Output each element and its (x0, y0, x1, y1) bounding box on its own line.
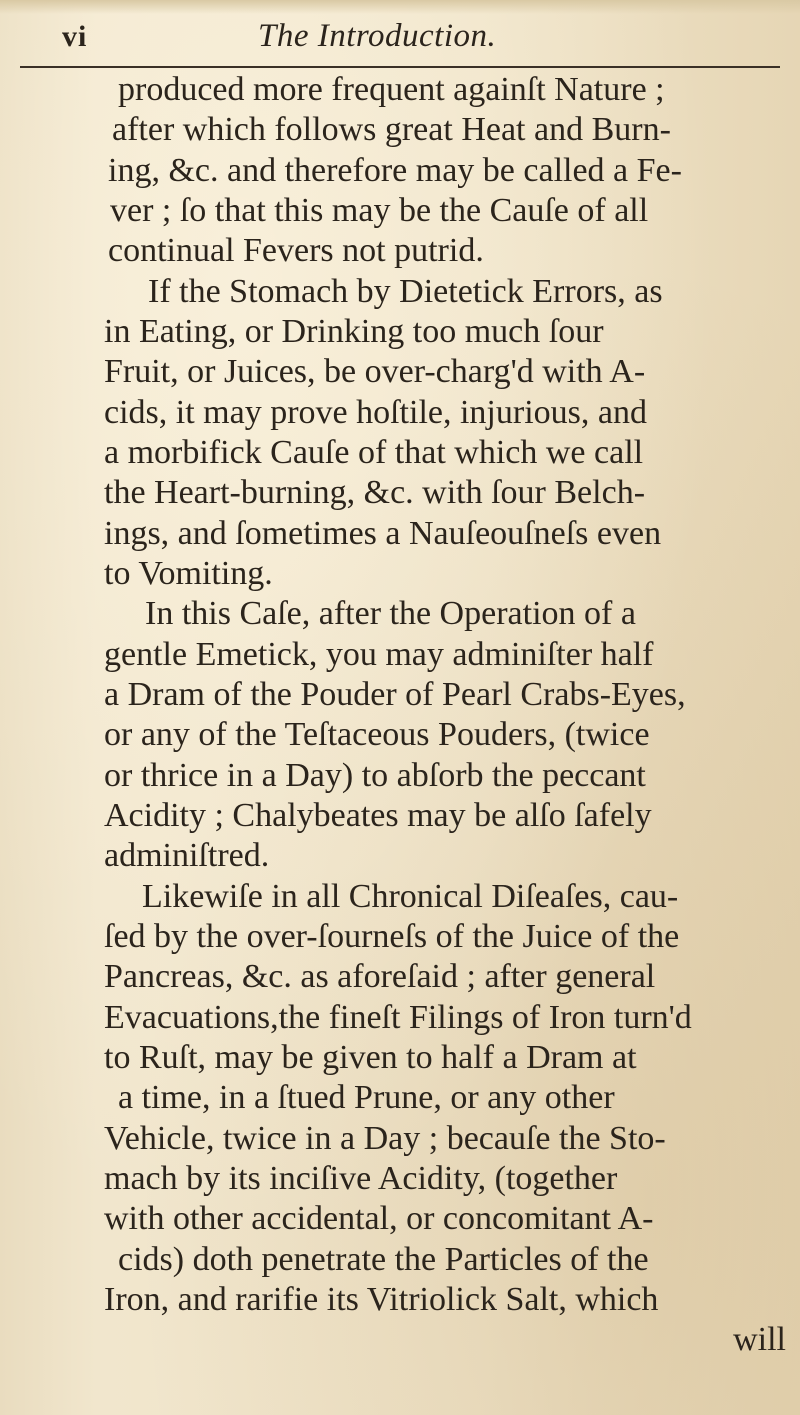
text-line: after which follows great Heat and Burn- (112, 111, 671, 148)
running-head (0, 14, 800, 64)
text-line: In this Caſe, after the Operation of a (145, 595, 636, 632)
text-line: a morbifick Cauſe of that which we call (104, 434, 644, 471)
running-title: The Introduction. (258, 18, 497, 54)
text-line: to Vomiting. (104, 555, 273, 592)
page-number: vi (62, 20, 88, 53)
text-line: Vehicle, twice in a Day ; becauſe the Sto- (104, 1120, 666, 1157)
text-line: ſed by the over-ſourneſs of the Juice of the (104, 918, 680, 955)
text-line: the Heart-burning, &c. with ſour Belch- (104, 474, 646, 511)
catchword: will (733, 1321, 786, 1358)
text-line: If the Stomach by Dietetick Errors, as (148, 273, 663, 310)
text-line: Iron, and rarifie its Vitriolick Salt, which (104, 1281, 659, 1318)
text-line: mach by its inciſive Acidity, (together (104, 1160, 618, 1197)
text-line: cids) doth penetrate the Particles of the (118, 1241, 649, 1278)
text-line: Acidity ; Chalybeates may be alſo ſafely (104, 797, 652, 834)
text-line: cids, it may prove hoſtile, injurious, and (104, 394, 647, 431)
text-line: a time, in a ſtued Prune, or any other (118, 1079, 615, 1116)
text-line: or any of the Teſtaceous Pouders, (twice (104, 716, 650, 753)
text-line: adminiſtred. (104, 837, 270, 874)
text-line: Evacuations,the fineſt Filings of Iron turn'd (104, 999, 692, 1036)
text-line: ings, and ſometimes a Nauſeouſneſs even (104, 515, 662, 552)
text-line: in Eating, or Drinking too much ſour (104, 313, 604, 350)
page-edge (0, 0, 800, 14)
text-line: with other accidental, or concomitant A- (104, 1200, 654, 1237)
text-line: continual Fevers not putrid. (108, 232, 484, 269)
text-line: gentle Emetick, you may adminiſter half (104, 636, 654, 673)
text-line: Likewiſe in all Chronical Diſeaſes, cau- (142, 878, 679, 915)
text-line: ver ; ſo that this may be the Cauſe of all (110, 192, 649, 229)
text-line: Pancreas, &c. as aforeſaid ; after general (104, 958, 656, 995)
text-line: a Dram of the Pouder of Pearl Crabs-Eyes, (104, 676, 686, 713)
text-line: Fruit, or Juices, be over-charg'd with A- (104, 353, 646, 390)
text-line: to Ruſt, may be given to half a Dram at (104, 1039, 637, 1076)
text-line: or thrice in a Day) to abſorb the peccant (104, 757, 646, 794)
header-rule (20, 66, 780, 68)
text-line: produced more frequent againſt Nature ; (118, 71, 665, 108)
text-line: ing, &c. and therefore may be called a Fe- (108, 152, 682, 189)
